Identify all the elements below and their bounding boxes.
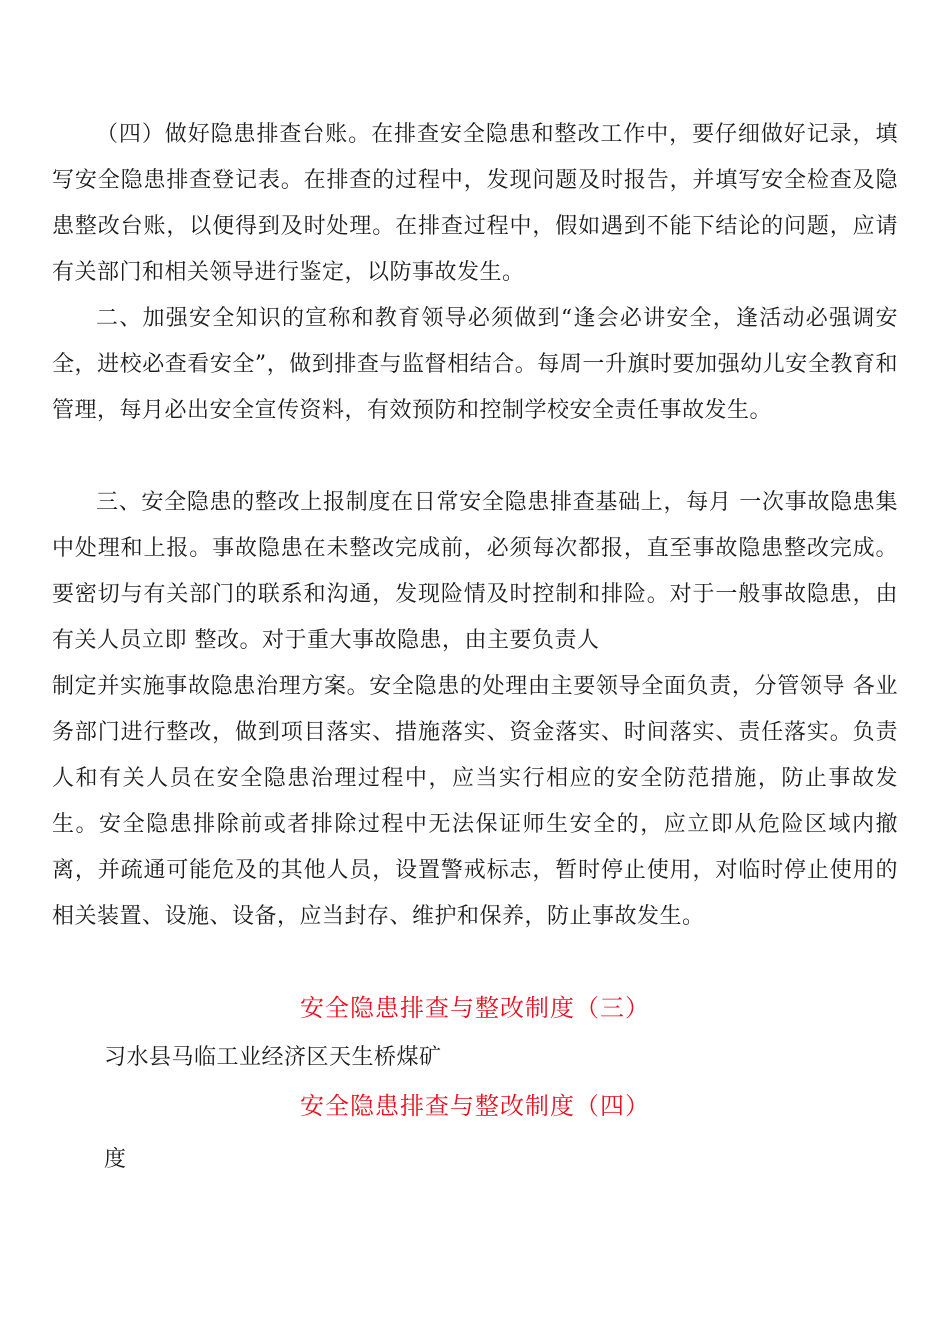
paragraph-remediation-plan: 制定并实施事故隐患治理方案。安全隐患的处理由主要领导全面负责，分管领导 各业务部门进行整改，做到项目落实、措施落实、资金落实、时间落实、责任落实。负责人和有关人员在安全隐患治理过程中，应当实行相应的安全防范措施，防止事故发生。安全隐患排除前或者排除过程中无法保证师生安全的，应立即从危险区域内撤离，并疏通可能危及的其他人员，设置警戒标志，暂时停止使用，对临时停止使用的相关装置、设施、设备，应当封存、维护和保养，防止事故发生。 <box>52 674 898 929</box>
organization-name: 习水县马临工业经济区天生桥煤矿 <box>104 1045 442 1070</box>
section-heading-three: 安全隐患排查与整改制度（三） <box>300 994 650 1022</box>
paragraph-rectification-reporting: 三、安全隐患的整改上报制度在日常安全隐患排查基础上，每月 一次事故隐患集中处理和上报。事故隐患在未整改完成前，必须每次都报，直至事故隐患整改完成。要密切与有关部门的联系和沟通，发现险情及时控制和排险。对于一般事故隐患，由有关人员立即 整改。对于重大事故隐患，由主要负责人 <box>52 490 898 653</box>
text-fragment: 度 <box>104 1147 127 1172</box>
paragraph-safety-education: 二、加强安全知识的宣称和教育领导必须做到“逢会必讲安全，逢活动必强调安全，进校必查看安全”，做到排查与监督相结合。每周一升旗时要加强幼儿安全教育和管理，每月必出安全宣传资料，有效预防和控制学校安全责任事故发生。 <box>52 306 898 423</box>
section-heading-four: 安全隐患排查与整改制度（四） <box>300 1092 650 1120</box>
paragraph-hazard-ledger: （四）做好隐患排查台账。在排查安全隐患和整改工作中，要仔细做好记录，填写安全隐患排查登记表。在排查的过程中，发现问题及时报告，并填写安全检查及隐患整改台账，以便得到及时处理。在排查过程中，假如遇到不能下结论的问题，应请有关部门和相关领导进行鉴定，以防事故发生。 <box>52 122 898 285</box>
